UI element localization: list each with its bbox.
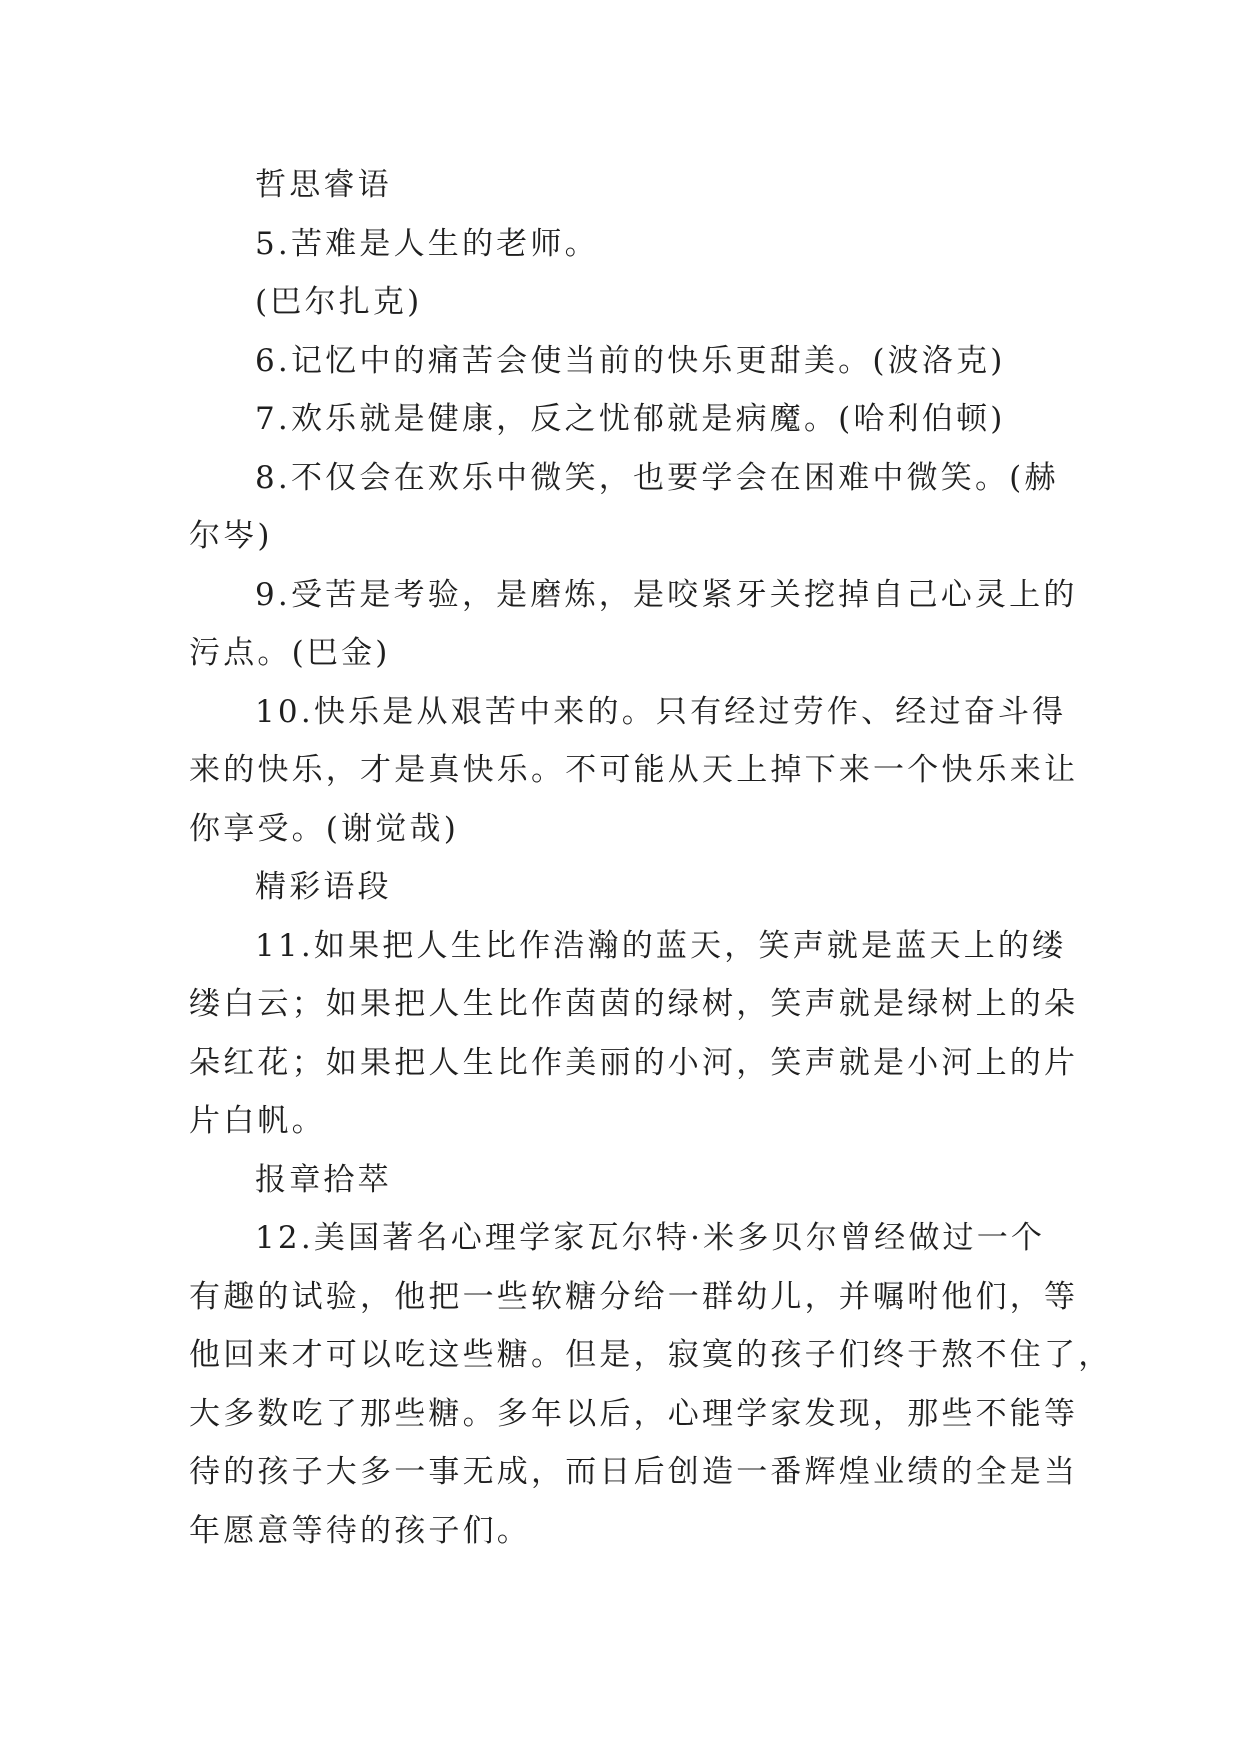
passage-12-line-3: 他回来才可以吃这些糖。但是，寂寞的孩子们终于熬不住了，: [189, 1337, 1113, 1373]
quote-9-line-2: 污点。(巴金): [189, 635, 391, 671]
quote-6: 6.记忆中的痛苦会使当前的快乐更甜美。(波洛克): [255, 342, 1006, 379]
section-heading-passages: 精彩语段: [255, 869, 392, 905]
quote-10-line-3: 你享受。(谢觉哉): [189, 810, 459, 847]
quote-8-line-2: 尔岑): [189, 518, 273, 554]
passage-11-line-4: 片白帆。: [189, 1103, 326, 1139]
passage-12-line-4: 大多数吃了那些糖。多年以后，心理学家发现，那些不能等: [189, 1395, 1079, 1432]
section-heading-press: 报章拾萃: [255, 1161, 392, 1198]
quote-5-author: (巴尔扎克): [255, 284, 423, 320]
passage-11-line-2: 缕白云；如果把人生比作茵茵的绿树，笑声就是绿树上的朵: [189, 986, 1079, 1022]
quote-7: 7.欢乐就是健康，反之忧郁就是病魔。(哈利伯顿): [255, 401, 1006, 437]
quote-5: 5.苦难是人生的老师。: [255, 225, 599, 262]
passage-12-line-5: 待的孩子大多一事无成，而日后创造一番辉煌业绩的全是当: [189, 1454, 1079, 1490]
passage-12-line-2: 有趣的试验，他把一些软糖分给一群幼儿，并嘱咐他们，等: [189, 1278, 1079, 1315]
quote-8-line-1: 8.不仅会在欢乐中微笑，也要学会在困难中微笑。(赫: [255, 459, 1059, 496]
document-page: [189, 156, 1113, 1560]
quote-10-line-2: 来的快乐，才是真快乐。不可能从天上掉下来一个快乐来让: [189, 752, 1079, 788]
quote-10-line-1: 10.快乐是从艰苦中来的。只有经过劳作、经过奋斗得: [255, 693, 1067, 730]
section-heading-philosophy: 哲思睿语: [255, 167, 392, 203]
passage-11-line-3: 朵红花；如果把人生比作美丽的小河，笑声就是小河上的片: [189, 1044, 1079, 1081]
passage-12-line-6: 年愿意等待的孩子们。: [189, 1512, 531, 1549]
passage-11-line-1: 11.如果把人生比作浩瀚的蓝天，笑声就是蓝天上的缕: [255, 927, 1067, 964]
passage-12-line-1: 12.美国著名心理学家瓦尔特·米多贝尔曾经做过一个: [255, 1220, 1046, 1256]
quote-9-line-1: 9.受苦是考验，是磨炼，是咬紧牙关挖掉自己心灵上的: [255, 576, 1078, 613]
